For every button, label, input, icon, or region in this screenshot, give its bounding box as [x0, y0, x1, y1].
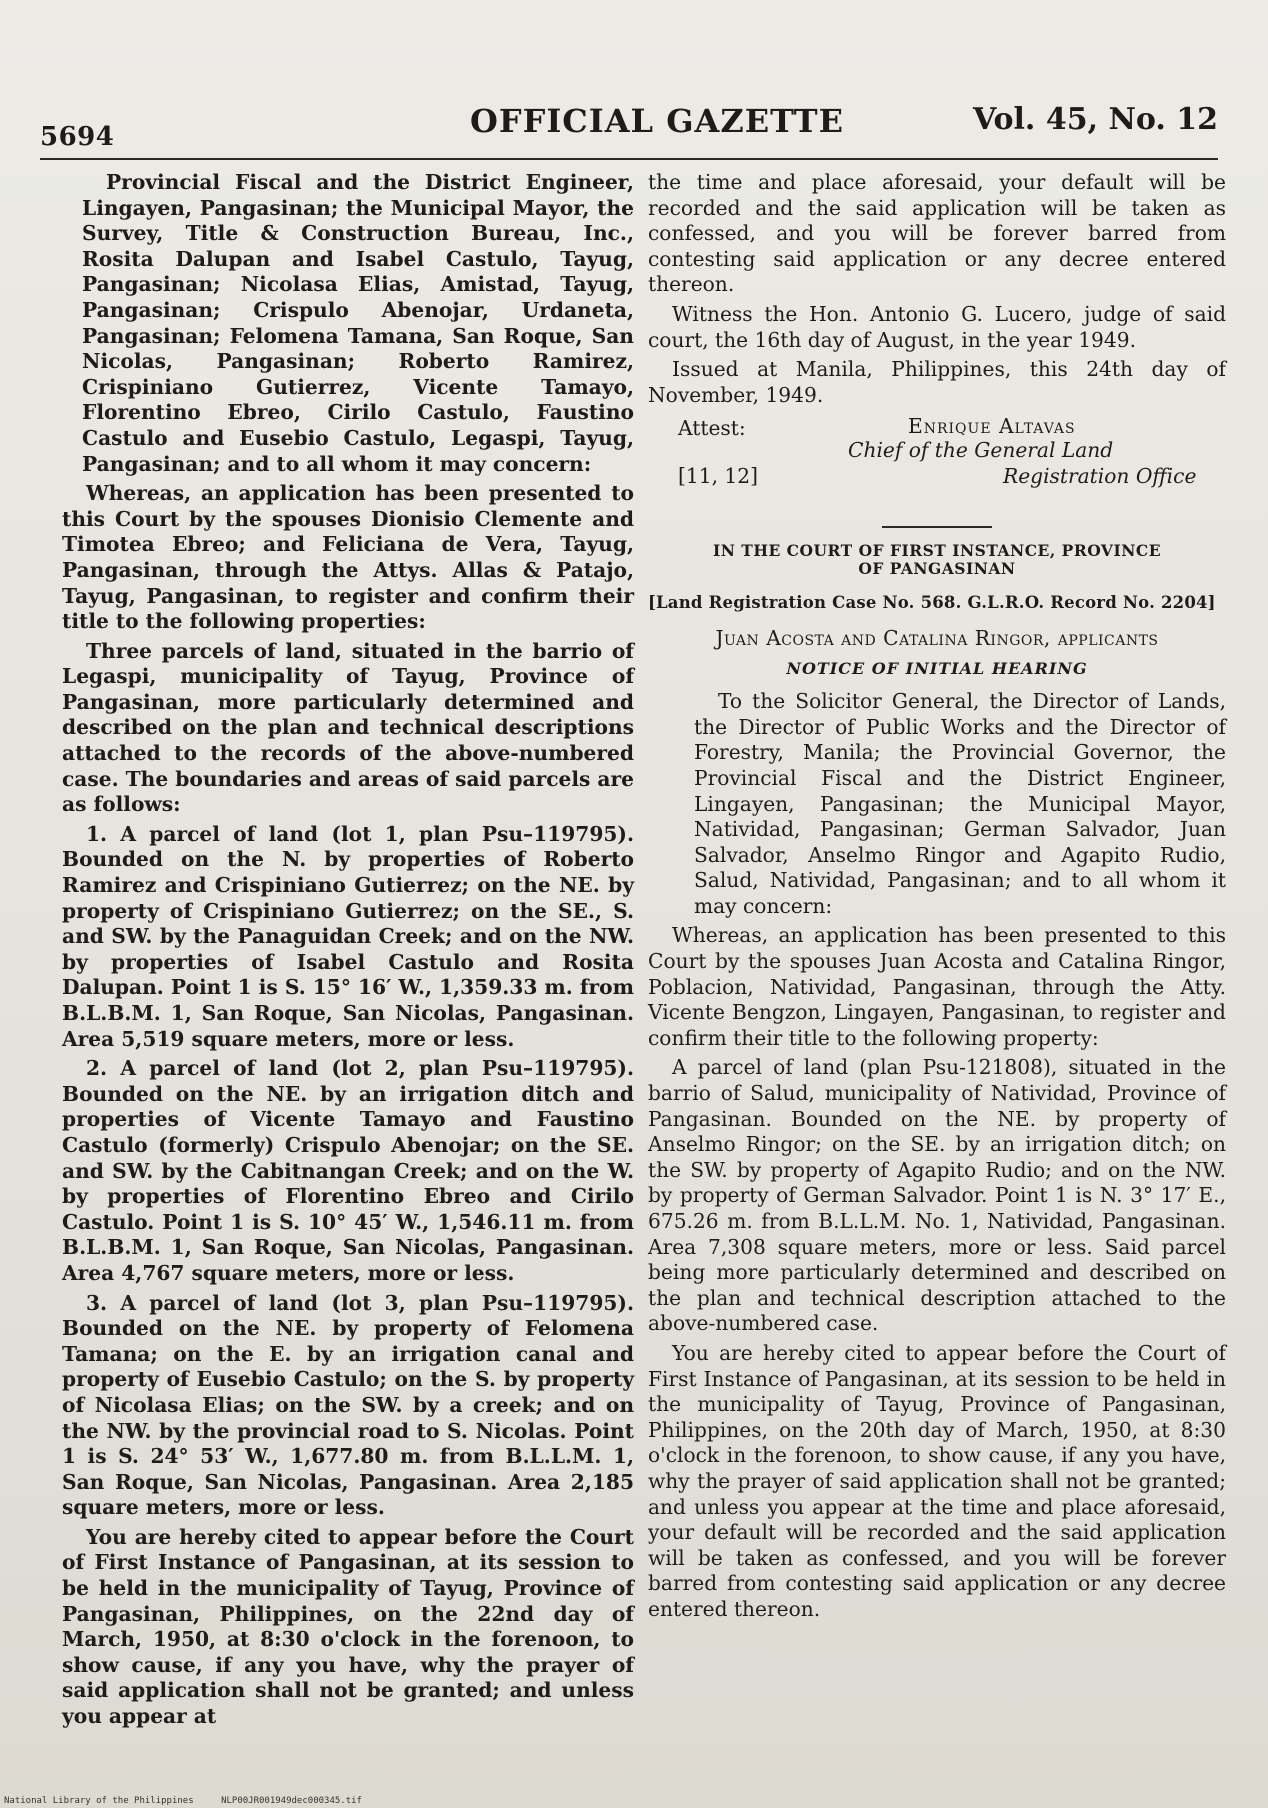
signer-name: Enrique Altavas: [908, 414, 1076, 439]
left-addressees: Provincial Fiscal and the District Engineer, Lingayen, Pangasinan; the Municipal Mayor, the Survey, Title & Construction Bureau, Inc., Rosita Dalupan and Isabel Castulo, Tayug, Pangasinan; Nicolasa Elias, Amistad, Tayug, Pangasinan; Crispulo Abenojar, Urdaneta, Pangasinan; Felomena Tamana, San Roque, San Nicolas, Pangasinan; Roberto Ramirez, Crispiniano Gutierrez, Vicente Tamayo, Florentino Ebreo, Cirilo Castulo, Faustino Castulo and Eusebio Castulo, Legaspi, Tayug, Pangasinan; and to all whom it may concern:: [82, 170, 634, 476]
right-whereas-paragraph: Whereas, an application has been presented to this Court by the spouses Juan Acosta and Catalina Ringor, Poblacion, Natividad, Pangasinan, through the Atty. Vicente Bengzon, Lingayen, Pangasinan, to register and confirm their title to the following property:: [648, 923, 1226, 1050]
court-heading-line-1: IN THE COURT OF FIRST INSTANCE, PROVINCE: [712, 541, 1162, 561]
right-column: [648, 170, 1226, 1627]
page-number: 5694: [40, 122, 115, 152]
right-parcel-description: A parcel of land (plan Psu-121808), situated in the barrio of Salud, municipality of Natividad, Province of Pangasinan. Bounded on the NE. by property of Anselmo Ringor; on the SE. by an irrigation ditch; on the SW. by property of Agapito Rudio; and on the NW. by property of German Salvador. Point 1 is N. 3° 17′ E., 675.26 m. from B.L.L.M. No. 1, Natividad, Pangasinan. Area 7,308 square meters, more or less. Said parcel being more particularly determined and described on the plan and technical description attached to the above-numbered case.: [648, 1055, 1226, 1336]
footer-source: National Library of the Philippines: [4, 1796, 194, 1806]
left-parcel-2: 2. A parcel of land (lot 2, plan Psu–119795). Bounded on the NE. by an irrigation ditch and properties of Vicente Tamayo and Faustino Castulo (formerly) Crispulo Abenojar; on the SE. and SW. by the Cabitnangan Creek; and on the W. by properties of Florentino Ebreo and Cirilo Castulo. Point 1 is S. 10° 45′ W., 1,546.11 m. from B.L.B.M. 1, San Roque, San Nicolas, Pangasinan. Area 4,767 square meters, more or less.: [62, 1056, 634, 1285]
attest-block: [648, 412, 1226, 498]
publication-title: OFFICIAL GAZETTE: [470, 102, 844, 140]
right-addressees: To the Solicitor General, the Director of Lands, the Director of Public Works and the Director of Forestry, Manila; the Provincial Governor, the Provincial Fiscal and the District Engineer, Lingayen, Pangasinan; the Municipal Mayor, Natividad, Pangasinan; German Salvador, Juan Salvador, Anselmo Ringor and Agapito Rudio, Salud, Natividad, Pangasinan; and to all whom it may concern:: [694, 689, 1226, 918]
right-continuation: the time and place aforesaid, your default will be recorded and the said application will be taken as confessed, and you will be forever barred from contesting said application or any decree entered thereon.: [648, 170, 1226, 297]
right-witness: Witness the Hon. Antonio G. Lucero, judge of said court, the 16th day of August, in the year 1949.: [648, 301, 1226, 352]
right-issued: Issued at Manila, Philippines, this 24th day of November, 1949.: [648, 357, 1226, 407]
left-parcels-intro: Three parcels of land, situated in the barrio of Legaspi, municipality of Tayug, Province of Pangasinan, more particularly determined and described on the plan and technical descriptions attached to the records of the above-numbered case. The boundaries and areas of said parcels are as follows:: [62, 638, 634, 817]
court-heading: [648, 542, 1226, 578]
section-divider: [882, 526, 992, 528]
signer-title-line-1: Chief of the General Land: [848, 438, 1114, 463]
case-reference: [Land Registration Case No. 568. G.L.R.O. Record No. 2204]: [648, 593, 1216, 613]
left-parcel-1: 1. A parcel of land (lot 1, plan Psu–119795). Bounded on the N. by properties of Roberto Ramirez and Crispiniano Gutierrez; on the NE. by property of Crispiniano Gutierrez; on the SE., S. and SW. by the Panaguidan Creek; and on the NW. by properties of Isabel Castulo and Rosita Dalupan. Point 1 is S. 15° 16′ W., 1,359.33 m. from B.L.B.M. 1, San Roque, San Nicolas, Pangasinan. Area 5,519 square meters, more or less.: [62, 821, 634, 1051]
header-rule: [40, 158, 1218, 160]
notice-title: NOTICE OF INITIAL HEARING: [786, 658, 1088, 678]
volume-issue: Vol. 45, No. 12: [973, 102, 1218, 137]
applicants-line: Juan Acosta and Catalina Ringor, applicants: [715, 625, 1159, 650]
page-header: [40, 92, 1218, 152]
left-column: [62, 170, 634, 1734]
signer-title-line-2: Registration Office: [1003, 464, 1197, 489]
left-whereas-paragraph: Whereas, an application has been presented to this Court by the spouses Dionisio Clemente and Timotea Ebreo; and Feliciana de Vera, Tayug, Pangasinan, through the Attys. Allas & Patajo, Tayug, Pangasinan, to register and confirm their title to the following properties:: [62, 481, 634, 634]
left-citation: You are hereby cited to appear before the Court of First Instance of Pangasinan, at its session to be held in the municipality of Tayug, Province of Pangasinan, Philippines, on the 22nd day of March, 1950, at 8:30 o'clock in the forenoon, to show cause, if any you have, why the prayer of said application shall not be granted; and unless you appear at: [62, 1524, 634, 1729]
left-parcel-3: 3. A parcel of land (lot 3, plan Psu–119795). Bounded on the NE. by property of Felomena Tamana; on the E. by an irrigation canal and property of Eusebio Castulo; on the S. by property of Nicolasa Elias; on the SW. by a creek; and on the NW. by the provincial road to S. Nicolas. Point 1 is S. 24° 53′ W., 1,677.80 m. from B.L.L.M. 1, San Roque, San Nicolas, Pangasinan. Area 2,185 square meters, more or less.: [62, 1290, 634, 1520]
court-heading-line-2: OF PANGASINAN: [858, 559, 1016, 579]
attest-label: Attest:: [678, 416, 746, 441]
issue-code: [11, 12]: [678, 464, 758, 489]
scan-footer: [4, 1796, 384, 1806]
footer-filename: NLP00JR001949dec000345.tif: [221, 1796, 362, 1806]
right-citation: You are hereby cited to appear before the Court of First Instance of Pangasinan, at its session to be held in the municipality of Tayug, Province of Pangasinan, Philippines, on the 20th day of March, 1950, at 8:30 o'clock in the forenoon, to show cause, if any you have, why the prayer of said application shall not be granted; and unless you appear at the time and place aforesaid, your default will be recorded and the said application will be taken as confessed, and you will be forever barred from contesting said application or any decree entered thereon.: [648, 1340, 1226, 1621]
